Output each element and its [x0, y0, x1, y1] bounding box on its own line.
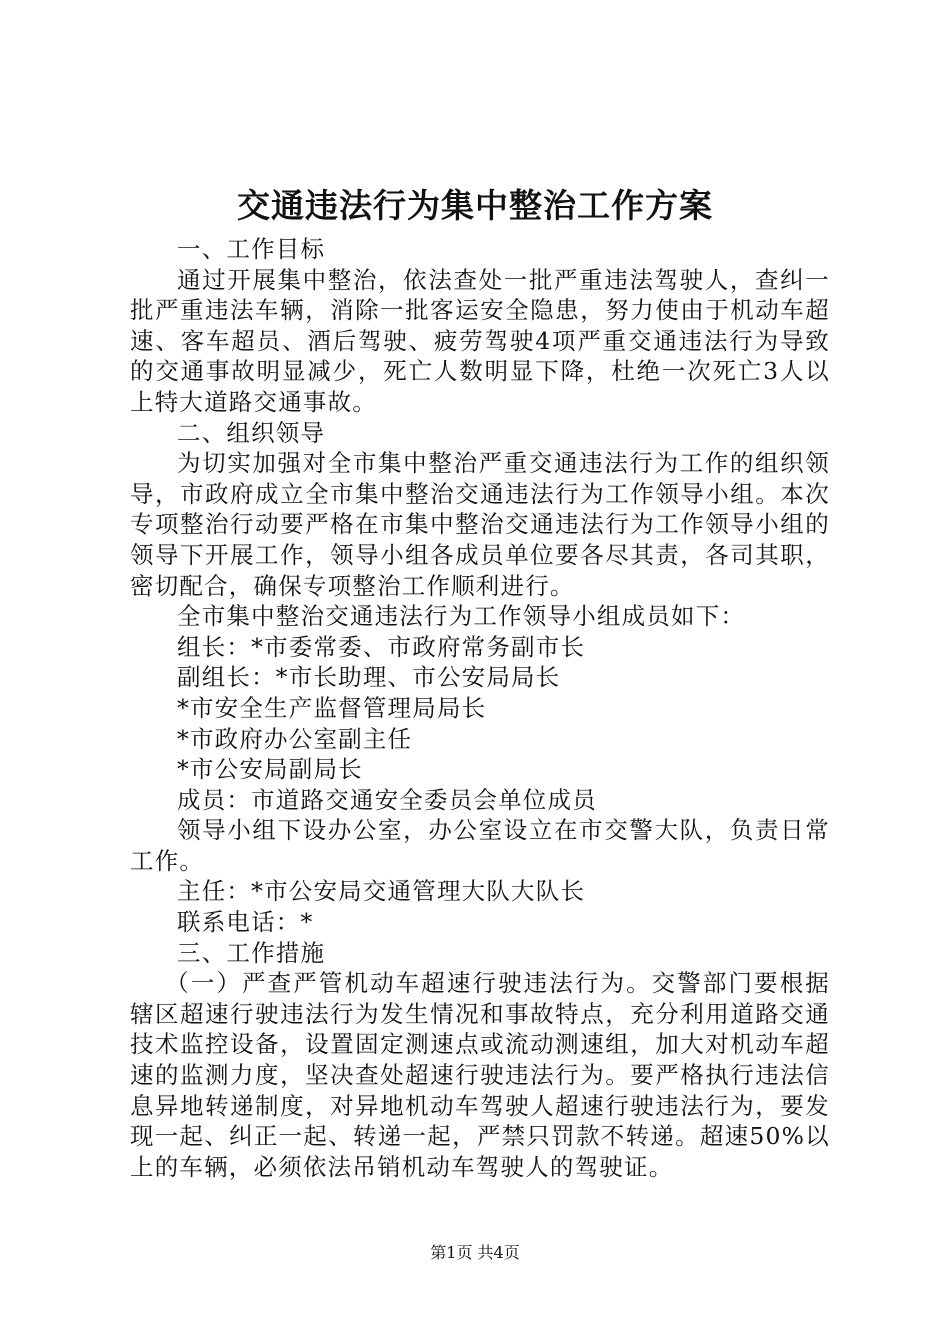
member-deputy-leader: 副组长：*市长助理、市公安局局长	[177, 663, 561, 692]
document-title: 交通违法行为集中整治工作方案	[237, 186, 713, 225]
member-deputy-4: *市公安局副局长	[177, 755, 363, 784]
office-phone: 联系电话：*	[177, 908, 314, 937]
section-heading-organization: 二、组织领导	[177, 418, 326, 447]
page-footer: 第1页 共4页	[430, 1243, 520, 1262]
paragraph-members-intro: 全市集中整治交通违法行为工作领导小组成员如下：	[177, 602, 746, 631]
paragraph-organization: 为切实加强对全市集中整治严重交通违法行为工作的组织领导，市政府成立全市集中整治交通违法行为工作领导小组。本次专项整治行动要严格在市集中整治交通违法行为工作领导小组的领导下开展工作，领导小组各成员单位要各尽其责，各司其职，密切配合，确保专项整治工作顺利进行。	[130, 449, 830, 600]
member-members: 成员：市道路交通安全委员会单位成员	[177, 785, 597, 814]
section-heading-measures: 三、工作措施	[177, 938, 326, 967]
paragraph-office: 领导小组下设办公室，办公室设立在市交警大队，负责日常工作。	[130, 816, 830, 875]
document-body	[130, 234, 830, 1182]
paragraph-measure-1: （一）严查严管机动车超速行驶违法行为。交警部门要根据辖区超速行驶违法行为发生情况和事故特点，充分利用道路交通技术监控设备，设置固定测速点或流动测速组，加大对机动车超速的监测力度，坚决查处超速行驶违法行为。要严格执行违法信息异地转递制度，对异地机动车驾驶人超速行驶违法行为，要发现一起、纠正一起、转递一起，严禁只罚款不转递。超速50%以上的车辆，必须依法吊销机动车驾驶人的驾驶证。	[130, 969, 830, 1181]
section-heading-goals: 一、工作目标	[177, 235, 326, 263]
paragraph-goals: 通过开展集中整治，依法查处一批严重违法驾驶人，查纠一批严重违法车辆，消除一批客运安全隐患，努力使由于机动车超速、客车超员、酒后驾驶、疲劳驾驶4项严重交通违法行为导致的交通事故明显减少，死亡人数明显下降，杜绝一次死亡3人以上特大道路交通事故。	[130, 265, 830, 416]
member-deputy-2: *市安全生产监督管理局局长	[177, 693, 487, 722]
member-deputy-3: *市政府办公室副主任	[177, 724, 413, 753]
member-leader: 组长：*市委常委、市政府常务副市长	[177, 632, 586, 661]
office-director: 主任：*市公安局交通管理大队大队长	[177, 877, 586, 906]
